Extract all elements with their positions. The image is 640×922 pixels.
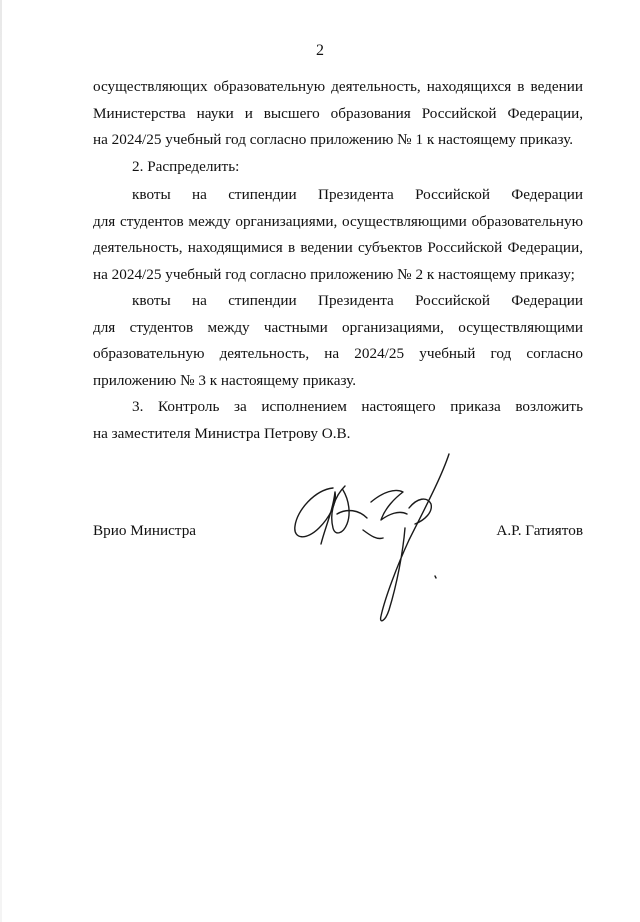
handwritten-signature: [285, 448, 460, 628]
paragraph-3: [93, 182, 583, 288]
paragraph-4: [93, 288, 583, 394]
text-line: на заместителя Министра Петрову О.В.: [93, 424, 351, 442]
paragraph-1: [93, 74, 583, 154]
signatory-title: Врио Министра: [93, 522, 197, 539]
text-line: для студентов между частными организациями, осуществляющими: [93, 318, 583, 336]
text-line: квоты на стипендии Президента Российской Федерации: [132, 292, 583, 309]
text-line: квоты на стипендии Президента Российской Федерации: [132, 186, 583, 203]
text-line: Министерства науки и высшего образования Российской Федерации,: [93, 104, 583, 122]
text-line: деятельность, находящимися в ведении субъектов Российской Федерации,: [93, 239, 583, 256]
paragraph-2: [93, 154, 583, 181]
paragraph-5: [93, 394, 583, 447]
text-line: образовательную деятельность, на 2024/25 учебный год согласно: [93, 345, 583, 362]
text-line: для студентов между организациями, осуществляющими образовательную: [93, 212, 583, 230]
text-line: 2. Распределить:: [132, 158, 240, 175]
text-line: приложению № 3 к настоящему приказу.: [93, 371, 356, 389]
signatory-name: А.Р. Гатиятов: [496, 522, 583, 539]
text-line: на 2024/25 учебный год согласно приложению № 2 к настоящему приказу;: [93, 265, 575, 283]
text-line: 3. Контроль за исполнением настоящего приказа возложить: [132, 398, 583, 415]
page-number: 2: [316, 42, 324, 59]
text-line: на 2024/25 учебный год согласно приложению № 1 к настоящему приказу.: [93, 131, 574, 148]
text-line: осуществляющих образовательную деятельность, находящихся в ведении: [93, 78, 583, 95]
scan-edge: [0, 0, 2, 922]
